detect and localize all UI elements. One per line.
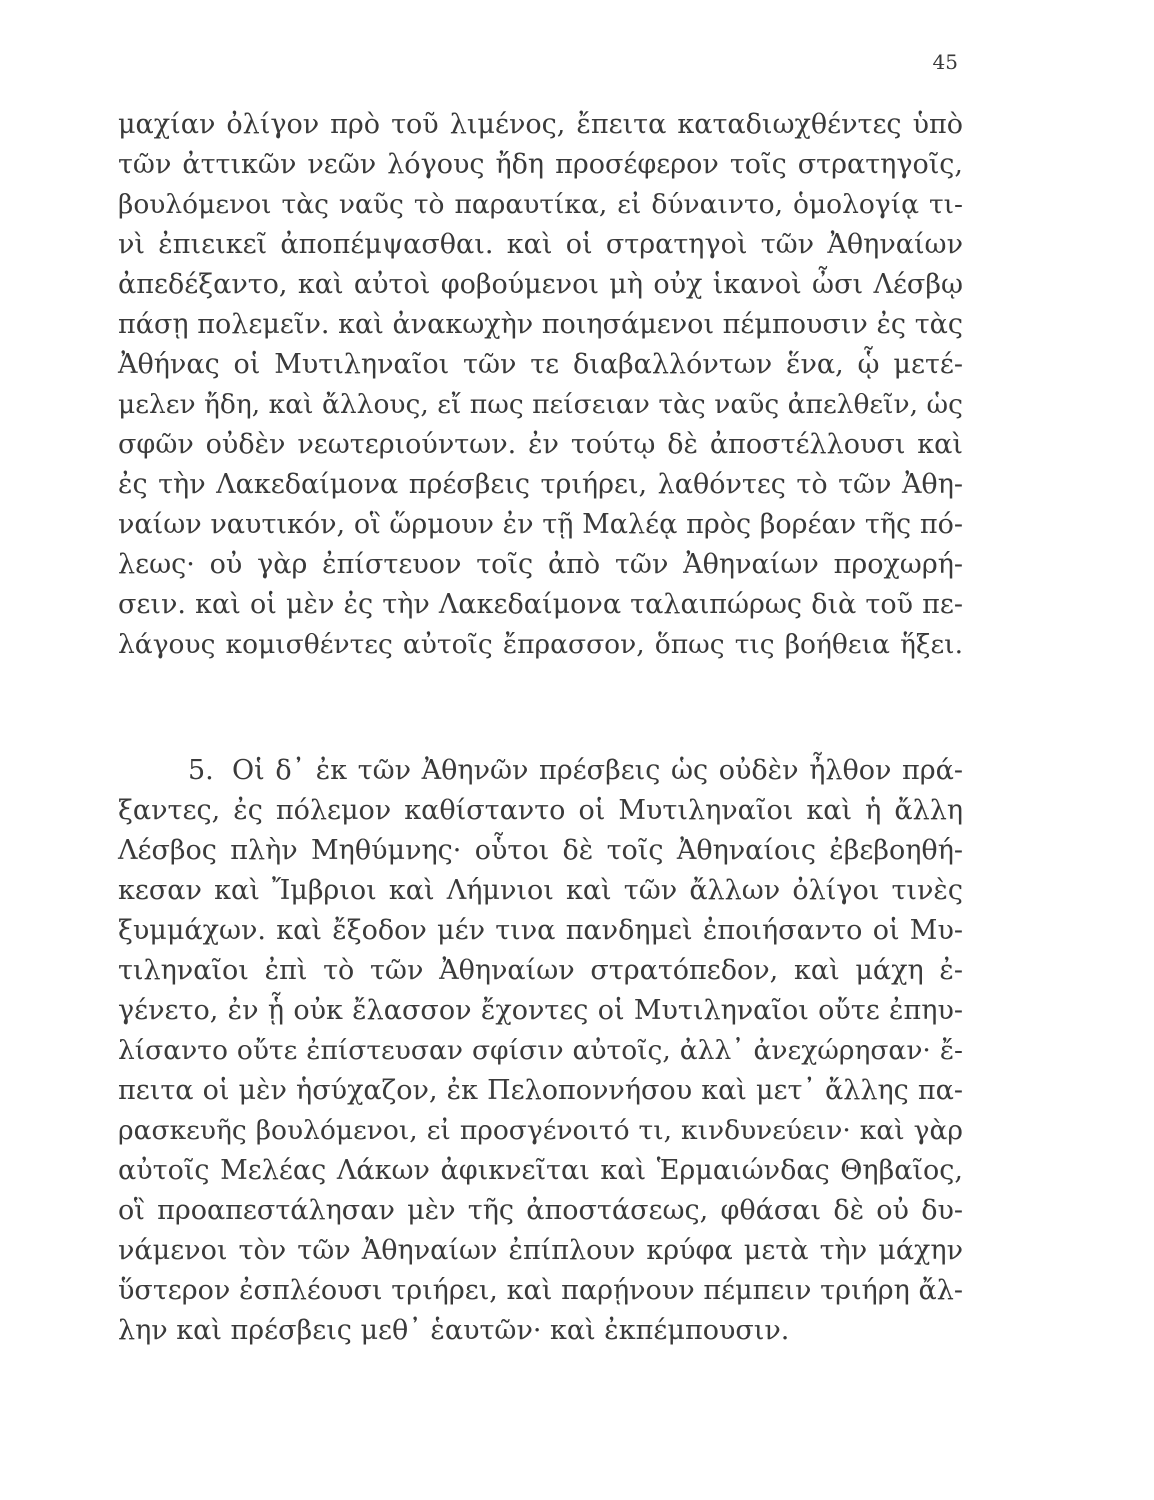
text-line: πειτα οἱ μὲν ἡσύχαζον, ἐκ Πελοποννήσου καὶ μετ᾽ ἄλλης πα- <box>118 1075 963 1106</box>
text-line: λάγους κομισθέντες αὐτοῖς ἔπρασσον, ὅπως τις βοήθεια ἥξει. <box>118 629 963 660</box>
text-line: ἐς τὴν Λακεδαίμονα πρέσβεις τριήρει, λαθόντες τὸ τῶν Ἀθη- <box>118 469 963 500</box>
section-number: 5. <box>188 755 214 786</box>
text-line: Ἀθήνας οἱ Μυτιληναῖοι τῶν τε διαβαλλόντων ἕνα, ᾧ μετέ- <box>118 349 963 380</box>
text-line: λεως· οὐ γὰρ ἐπίστευον τοῖς ἀπὸ τῶν Ἀθηναίων προχωρή- <box>118 549 963 580</box>
text-line: βουλόμενοι τὰς ναῦς τὸ παραυτίκα, εἰ δύναιντο, ὁμολογίᾳ τι- <box>118 189 963 220</box>
text-line: σειν. καὶ οἱ μὲν ἐς τὴν Λακεδαίμονα ταλαιπώρως διὰ τοῦ πε- <box>118 589 963 620</box>
text-line: τῶν ἀττικῶν νεῶν λόγους ἤδη προσέφερον τοῖς στρατηγοῖς, <box>118 149 963 180</box>
text-line: ναίων ναυτικόν, οἳ ὥρμουν ἐν τῇ Μαλέᾳ πρὸς βορέαν τῆς πό- <box>118 509 963 540</box>
text-line: αὐτοῖς Μελέας Λάκων ἀφικνεῖται καὶ Ἑρμαιώνδας Θηβαῖος, <box>118 1155 963 1186</box>
text-line: νὶ ἐπιεικεῖ ἀποπέμψασθαι. καὶ οἱ στρατηγοὶ τῶν Ἀθηναίων <box>118 229 963 260</box>
text-line: γένετο, ἐν ᾗ οὐκ ἔλασσον ἔχοντες οἱ Μυτιληναῖοι οὔτε ἐπηυ- <box>118 995 963 1026</box>
page-number: 45 <box>932 50 958 74</box>
text-line: λην καὶ πρέσβεις μεθ᾽ ἑαυτῶν· καὶ ἐκπέμπουσιν. <box>118 1315 790 1346</box>
text-line: ὕστερον ἐσπλέουσι τριήρει, καὶ παρῄνουν πέμπειν τριήρη ἄλ- <box>118 1275 963 1306</box>
text-line: οἳ προαπεστάλησαν μὲν τῆς ἀποστάσεως, φθάσαι δὲ οὐ δυ- <box>118 1195 963 1226</box>
text-line: λίσαντο οὔτε ἐπίστευσαν σφίσιν αὐτοῖς, ἀλλ᾽ ἀνεχώρησαν· ἔ- <box>118 1035 963 1066</box>
text-line: πάσῃ πολεμεῖν. καὶ ἀνακωχὴν ποιησάμενοι πέμπουσιν ἐς τὰς <box>118 309 963 340</box>
text-line: Λέσβος πλὴν Μηθύμνης· οὗτοι δὲ τοῖς Ἀθηναίοις ἐβεβοηθή- <box>118 835 963 866</box>
text-line: μαχίαν ὀλίγον πρὸ τοῦ λιμένος, ἔπειτα καταδιωχθέντες ὑπὸ <box>118 109 963 140</box>
text-line: τιληναῖοι ἐπὶ τὸ τῶν Ἀθηναίων στρατόπεδον, καὶ μάχη ἐ- <box>118 955 963 986</box>
text-line: μελεν ἤδη, καὶ ἄλλους, εἴ πως πείσειαν τὰς ναῦς ἀπελθεῖν, ὡς <box>118 389 963 420</box>
text-line: κεσαν καὶ Ἴμβριοι καὶ Λήμνιοι καὶ τῶν ἄλλων ὀλίγοι τινὲς <box>118 875 963 906</box>
text-line: νάμενοι τὸν τῶν Ἀθηναίων ἐπίπλουν κρύφα μετὰ τὴν μάχην <box>118 1235 963 1266</box>
text-line: ρασκευῆς βουλόμενοι, εἰ προσγένοιτό τι, κινδυνεύειν· καὶ γὰρ <box>118 1115 963 1146</box>
text-line: ξυμμάχων. καὶ ἔξοδον μέν τινα πανδημεὶ ἐποιήσαντο οἱ Μυ- <box>118 915 963 946</box>
text-line: ἀπεδέξαντο, καὶ αὐτοὶ φοβούμενοι μὴ οὐχ ἱκανοὶ ὦσι Λέσβῳ <box>118 269 963 300</box>
text-line: Οἱ δ᾽ ἐκ τῶν Ἀθηνῶν πρέσβεις ὡς οὐδὲν ἦλθον πρά- <box>232 755 963 786</box>
text-line: σφῶν οὐδὲν νεωτεριούντων. ἐν τούτῳ δὲ ἀποστέλλουσι καὶ <box>118 429 963 460</box>
text-line: ξαντες, ἐς πόλεμον καθίσταντο οἱ Μυτιληναῖοι καὶ ἡ ἄλλη <box>118 795 963 826</box>
